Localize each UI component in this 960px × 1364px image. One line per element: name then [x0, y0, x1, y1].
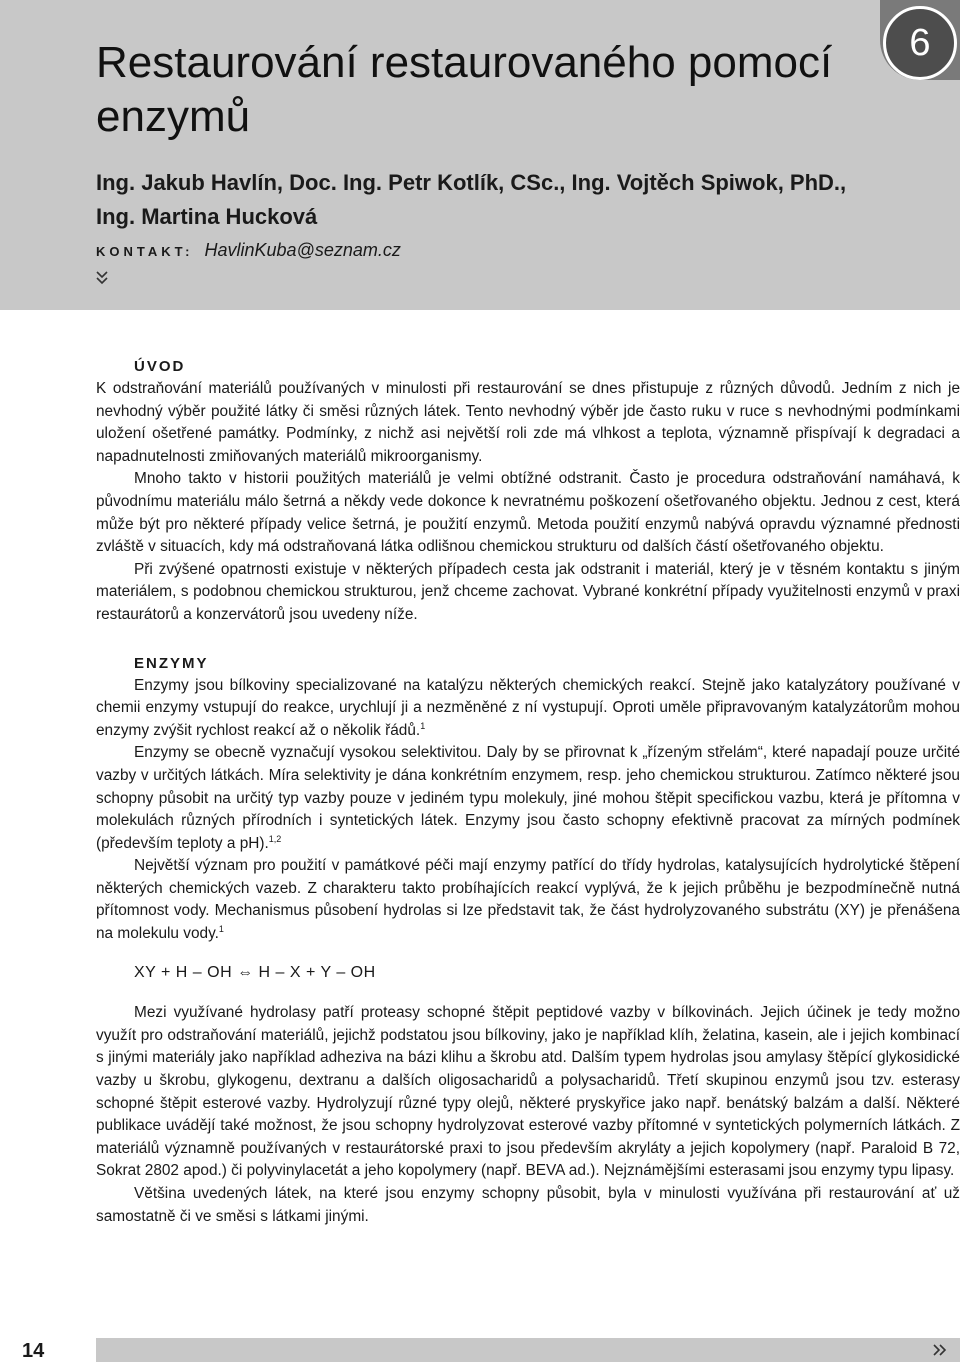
footer-bar: [96, 1338, 960, 1362]
article-authors: Ing. Jakub Havlín, Doc. Ing. Petr Kotlík, CSc., Ing. Vojtěch Spiwok, PhD., Ing. Martina Hucková: [96, 170, 847, 229]
footnote-ref[interactable]: 1: [420, 720, 426, 731]
chapter-number-badge: 6: [883, 6, 957, 80]
contact-line: [96, 238, 401, 264]
double-chevron-down-icon: [96, 270, 108, 291]
footnote-ref[interactable]: 1: [218, 923, 224, 934]
article-body: [96, 356, 960, 1228]
double-chevron-right-icon[interactable]: [932, 1338, 948, 1362]
hydrolysis-equation: XY + H – OH ⇔ H – X + Y – OH: [134, 963, 376, 981]
chapter-header: [0, 0, 960, 310]
paragraph-uvod-1: K odstraňování materiálů používaných v minulosti při restaurování se dnes přistupuje z různých důvodů. Jedním z nich je nevhodný výběr použité látky či směsi různých látek. Tento nevhodný výběr jde často ruku v ruce s nevhodnými podmínkami uložení ošetřené památky. Podmínky, z nichž asi největší roli zde má vlhkost a teplota, významně přispívají k degradaci a napadnutelnosti zmiňovaných materiálů mikroorganismy.: [96, 380, 960, 465]
paragraph-uvod-2: Mnoho takto v historii použitých materiálů je velmi obtížné odstranit. Často je procedura odstraňování namáhavá, k původnímu materiálu málo šetrná a někdy vede dokonce k nevratnému poškození ošetřovaného objektu. Jednou z cest, která může být pro některé případy velice šetrná, je použití enzymů. Metoda použití enzymů nabývá opravdu významné přednosti zvláště v situacích, kdy má odstraňovaná látka odlišnou chemickou strukturu od dalších částí ošetřovaného objektu.: [96, 470, 960, 556]
section-heading-enzymy: ENZYMY: [134, 654, 209, 672]
contact-label: KONTAKT:: [96, 244, 194, 259]
paragraph-enzymy-2: Enzymy se obecně vyznačují vysokou selektivitou. Daly by se přirovnat k „řízeným střelám“, které napadají pouze určité vazby v určitých látkách. Míra selektivity je dána konkrétním enzymem, resp. jeho chemickou strukturou. Zatímco některé jsou schopny působit na určitý typ vazby pouze v jediném typu molekuly, jiné mohou štěpit specifickou vazbu, která je přítomna v molekulách různých přírodních i syntetických látek. Enzymy jsou často schopny efektivně pracovat za mírných podmínek (především teploty a pH).$^{1,2}$: [96, 744, 960, 852]
paragraph-enzymy-5: Většina uvedených látek, na které jsou enzymy schopny působit, byla v minulosti využívána při restaurování ať už samostatně či ve směsi s látkami jinými.: [96, 1185, 960, 1225]
footnote-ref[interactable]: 1,2: [268, 833, 282, 844]
article-title: Restaurování restaurovaného pomocí enzymů: [96, 38, 833, 141]
section-heading-uvod: ÚVOD: [134, 358, 186, 375]
paragraph-enzymy-3: Největší význam pro použití v památkové péči mají enzymy patřící do třídy hydrolas, katalysujících hydrolytické štěpení některých chemických vazeb. Z charakteru takto probíhajících reakcí vyplývá, že k jejich průběhu je bezpodmínečně nutná přítomnost vody. Mechanismus působení hydrolas si lze představit tak, že část hydrolyzovaného substrátu (XY) je přenášena na molekulu vody.$^1$: [96, 857, 960, 943]
paragraph-uvod-3: Při zvýšené opatrnosti existuje v některých případech cesta jak odstranit i materiál, který je v těsném kontaktu s jiným materiálem, s podobnou chemickou strukturou, jenž chceme zachovat. Vybrané konkrétní případy využitelnosti enzymů v praxi restaurátorů a konzervátorů jsou uvedeny níže.: [96, 560, 960, 623]
paragraph-enzymy-1: Enzymy jsou bílkoviny specializované na katalýzu některých chemických reakcí. Stejně jako katalyzátory používané v chemii enzymy vstupují do reakce, urychlují ji a nezměněné z ní vystupují. Oproti uměle připravovaným katalyzátorům mohou enzymy zvýšit rychlost reakcí až o několik řádů.$^1$: [96, 676, 960, 739]
paragraph-enzymy-4: Mezi využívané hydrolasy patří proteasy schopné štěpit peptidové vazby v bílkovinách. Jejich účinek je tedy možno využít pro odstraňování materiálů, jejichž podstatou jsou bílkoviny, jako je například klíh, želatina, kasein, ale i jejich kombinací s jinými materiály jako například adheziva na bázi klihu a škrobu atd. Dalším typem hydrolas jsou amylasy štěpící glykosidické vazby u škrobu, glykogenu, dextranu a dalších oligosacharidů a polysacharidů. Třetí skupinou enzymů jsou tzv. esterasy schopné štěpit esterové vazby. Hydrolyzují různé typy olejů, některé pryskyřice jako např. benátský balzám a další. Některé publikace uvádějí také možnost, že jsou schopny hydrolyzovat esterové vazby přítomné v syntetických polymerních látkách. Z materiálů významně používaných v restaurátorské praxi to jsou především akryláty a jejich kopolymery (např. Paraloid B 72, Sokrat 2802 apod.) či polyvinylacetát a jeho kopolymery (např. BEVA ad.). Nejznámějšími esterasami jsou enzymy typu lipasy.: [96, 1004, 960, 1180]
page-number: 14: [22, 1340, 45, 1362]
contact-email[interactable]: HavlinKuba@seznam.cz: [204, 240, 401, 260]
